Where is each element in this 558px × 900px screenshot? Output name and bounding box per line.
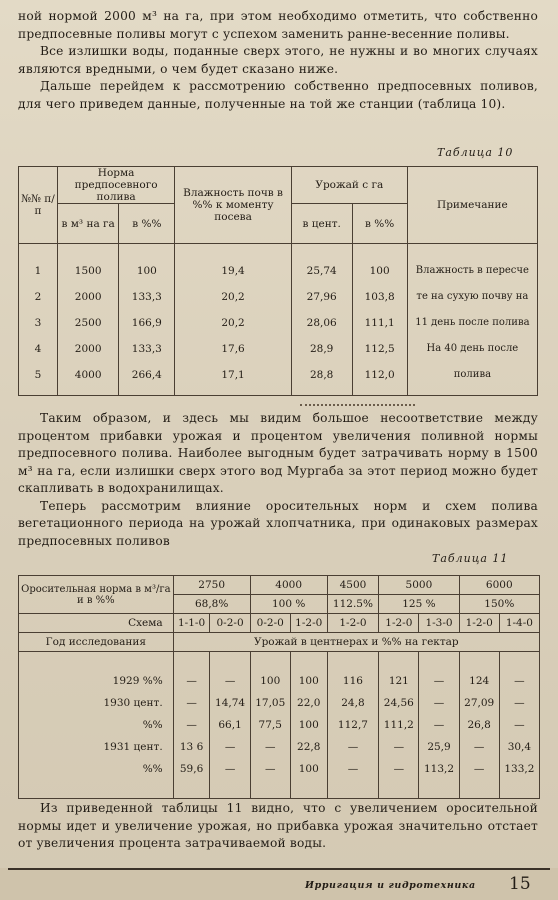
t11-scheme: 1-3-0 — [419, 614, 459, 633]
t11-cell: 124 — [459, 670, 499, 692]
t11-cell: 26,8 — [459, 714, 499, 736]
t11-scheme: 0-2-0 — [210, 614, 250, 633]
next-topic-paragraph: Дальше перейдем к рассмотрению собственно предпосевных поливов, для чего приведем данные, полученные на той же станции (таблица 10). — [18, 79, 538, 111]
t11-row — [19, 736, 540, 758]
t10-head-note: Примечание — [407, 167, 537, 244]
t11-cell: 25,9 — [419, 736, 459, 758]
t11-row — [19, 758, 540, 780]
t11-scheme-label: Схема — [19, 614, 174, 633]
t11-cell: 30,4 — [499, 736, 539, 758]
t11-cell: 14,74 — [210, 692, 250, 714]
t10-note: На 40 день после — [407, 336, 537, 362]
t11-cell: 13 6 — [173, 736, 210, 758]
t11-row-label: 1929 %% — [19, 670, 174, 692]
t11-cell: — — [459, 758, 499, 780]
t11-scheme: 1-2-0 — [379, 614, 419, 633]
t11-cell: — — [210, 670, 250, 692]
t11-row — [19, 670, 540, 692]
t11-cell: — — [210, 758, 250, 780]
t11-scheme: 1-2-0 — [459, 614, 499, 633]
t11-cell: 17,05 — [250, 692, 290, 714]
t10-cell: 27,96 — [291, 284, 352, 310]
t11-cell: — — [419, 692, 459, 714]
t10-cell: 2000 — [57, 336, 118, 362]
t10-cell: 28,8 — [291, 362, 352, 388]
t10-cell: 100 — [119, 258, 175, 284]
conclusion-paragraphs — [18, 410, 538, 550]
t10-cell: 17,6 — [175, 336, 292, 362]
t11-norm-m3: 5000 — [379, 576, 459, 595]
t11-cell: — — [379, 736, 419, 758]
t11-norm-label: Оросительная норма в м³/га и в %% — [19, 576, 174, 614]
t11-scheme: 1-1-0 — [173, 614, 210, 633]
t11-cell: 100 — [290, 714, 327, 736]
t10-cell: 28,9 — [291, 336, 352, 362]
t11-cell: — — [173, 692, 210, 714]
t11-cell: 24,56 — [379, 692, 419, 714]
table-11 — [18, 575, 540, 799]
t11-norm-pct: 125 % — [379, 595, 459, 614]
t10-cell: 5 — [19, 362, 58, 388]
t10-cell: 19,4 — [175, 258, 292, 284]
t11-scheme: 0-2-0 — [250, 614, 290, 633]
t11-norm-m3: 2750 — [173, 576, 250, 595]
t11-cell: — — [499, 714, 539, 736]
transition-paragraph: Теперь рассмотрим влияние оросительных норм и схем полива вегетационного периода на урожай хлопчатника, при одинаковых размерах предпосевных поливов — [18, 498, 538, 548]
t11-cell: 112,7 — [327, 714, 379, 736]
t11-norm-pct: 100 % — [250, 595, 327, 614]
t10-cell: 112,0 — [352, 362, 407, 388]
t10-head-num: №№ п/п — [19, 167, 58, 244]
t11-cell: 113,2 — [419, 758, 459, 780]
t11-cell: — — [327, 758, 379, 780]
t11-row-label: 1931 цент. — [19, 736, 174, 758]
t11-cell: 77,5 — [250, 714, 290, 736]
t10-cell: 133,3 — [119, 336, 175, 362]
t10-row — [19, 310, 538, 336]
t10-note: 11 день после полива — [407, 310, 537, 336]
page-footer — [0, 868, 558, 900]
t10-cell: 166,9 — [119, 310, 175, 336]
t11-norm-m3: 6000 — [459, 576, 539, 595]
excess-water-paragraph: Все излишки воды, поданные сверх этого, не нужны и во многих случаях являются вредными, о чем будет сказано ниже. — [18, 44, 538, 76]
t10-cell: 133,3 — [119, 284, 175, 310]
t10-row — [19, 284, 538, 310]
t10-cell: 20,2 — [175, 310, 292, 336]
table-10 — [18, 166, 538, 396]
t11-scheme: 1-4-0 — [499, 614, 539, 633]
t11-cell: 100 — [290, 758, 327, 780]
t10-note: те на сухую почву на — [407, 284, 537, 310]
t10-row — [19, 258, 538, 284]
t10-cell: 112,5 — [352, 336, 407, 362]
t11-cell: — — [173, 714, 210, 736]
t11-cell: 24,8 — [327, 692, 379, 714]
t10-cell: 2000 — [57, 284, 118, 310]
t11-cell: 116 — [327, 670, 379, 692]
table11-caption: Таблица 11 — [432, 552, 509, 565]
t10-cell: 4 — [19, 336, 58, 362]
t11-row-label: %% — [19, 758, 174, 780]
t10-row — [19, 336, 538, 362]
final-paragraph: Из приведенной таблицы 11 видно, что с увеличением оросительной нормы идет и увеличение урожая, но прибавка урожая значительно отстает от увеличения процента затрачиваемой воды. — [18, 801, 538, 850]
t10-head-humidity: Влажность почв в %% к моменту посева — [175, 167, 292, 244]
t10-cell: 1500 — [57, 258, 118, 284]
t11-cell: — — [499, 670, 539, 692]
t10-cell: 28,06 — [291, 310, 352, 336]
table10-caption: Таблица 10 — [437, 146, 514, 159]
t10-note: полива — [407, 362, 537, 388]
t10-cell: 20,2 — [175, 284, 292, 310]
t10-head-yield: Урожай с га — [291, 167, 407, 204]
t11-cell: — — [419, 714, 459, 736]
t11-cell: 22,0 — [290, 692, 327, 714]
t10-head-norm-pct: в %% — [119, 204, 175, 244]
t10-head-cent: в цент. — [291, 204, 352, 244]
t10-cell: 103,8 — [352, 284, 407, 310]
t11-cell: — — [250, 758, 290, 780]
t11-row — [19, 714, 540, 736]
t11-cell: — — [499, 692, 539, 714]
t11-cell: 121 — [379, 670, 419, 692]
t11-row-label: %% — [19, 714, 174, 736]
t11-cell: — — [250, 736, 290, 758]
t10-cell: 100 — [352, 258, 407, 284]
t11-cell: — — [327, 736, 379, 758]
t11-cell: — — [210, 736, 250, 758]
t11-norm-pct: 112.5% — [327, 595, 379, 614]
t11-cell: 59,6 — [173, 758, 210, 780]
t11-cell: 100 — [290, 670, 327, 692]
t10-cell: 17,1 — [175, 362, 292, 388]
t10-head-yield-pct: в %% — [352, 204, 407, 244]
t11-cell: 66,1 — [210, 714, 250, 736]
t10-head-norm: Норма предпосевного полива — [57, 167, 174, 204]
intro-text: ной нормой 2000 м³ на га, при этом необходимо отметить, что собственно предпосевные поливы могут с успехом заменить ранне-весенние поливы. — [18, 9, 538, 41]
t11-norm-pct: 150% — [459, 595, 539, 614]
page-number: 15 — [509, 874, 531, 894]
t10-cell: 266,4 — [119, 362, 175, 388]
t11-yield-label: Урожай в центнерах и %% на гектар — [173, 633, 539, 652]
t11-cell: 133,2 — [499, 758, 539, 780]
t11-norm-m3: 4500 — [327, 576, 379, 595]
running-title: Ирригация и гидротехника — [305, 880, 476, 891]
final-paragraph-block — [18, 800, 538, 853]
t11-scheme: 1-2-0 — [290, 614, 327, 633]
t11-cell: — — [379, 758, 419, 780]
t11-cell: 22,8 — [290, 736, 327, 758]
t10-row — [19, 362, 538, 388]
t11-cell: 100 — [250, 670, 290, 692]
t11-norm-pct: 68,8% — [173, 595, 250, 614]
t11-cell: 111,2 — [379, 714, 419, 736]
footer-rule — [8, 868, 550, 870]
t10-cell: 111,1 — [352, 310, 407, 336]
t11-cell: — — [459, 736, 499, 758]
t10-cell: 4000 — [57, 362, 118, 388]
conclusion-paragraph: Таким образом, и здесь мы видим большое несоответствие между процентом прибавки урожая и процентом увеличения поливной нормы предпосевного полива. Наиболее выгодным будет затрачивать норму в 1500 м³ на га, если излишки сверх этого вод Мургаба за этот период можно будет скапливать в водохранилищах. — [18, 411, 538, 495]
t10-cell: 2500 — [57, 310, 118, 336]
t11-cell: — — [173, 670, 210, 692]
t10-cell: 1 — [19, 258, 58, 284]
intro-paragraph — [18, 8, 538, 113]
t11-cell: — — [419, 670, 459, 692]
t11-cell: 27,09 — [459, 692, 499, 714]
t10-cell: 3 — [19, 310, 58, 336]
t10-cell: 25,74 — [291, 258, 352, 284]
t10-note: Влажность в пересче — [407, 258, 537, 284]
t11-year-label: Год исследования — [19, 633, 174, 652]
t10-cell: 2 — [19, 284, 58, 310]
t11-row-label: 1930 цент. — [19, 692, 174, 714]
t10-head-m3: в м³ на га — [57, 204, 118, 244]
t11-scheme: 1-2-0 — [327, 614, 379, 633]
t11-row — [19, 692, 540, 714]
t11-norm-m3: 4000 — [250, 576, 327, 595]
